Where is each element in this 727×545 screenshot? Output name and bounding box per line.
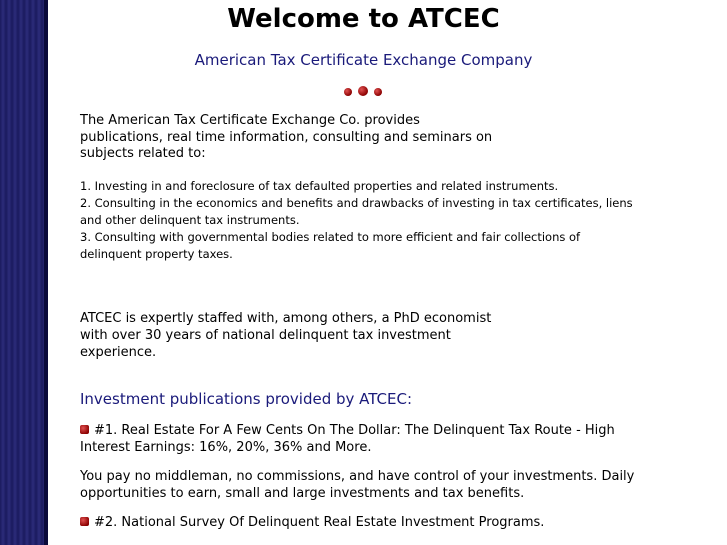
intro-paragraph: The American Tax Certificate Exchange Co. provides publications, real time information, consulting and seminars on subjects related to: [80, 113, 493, 161]
staff-paragraph: ATCEC is expertly staffed with, among others, a PhD economist with over 30 years of national delinquent tax investment experience. [80, 311, 492, 360]
services-list [80, 178, 640, 263]
service-item: 2. Consulting in the economics and benefits and drawbacks of investing in tax certificates, liens and other delinquent tax instruments. [80, 196, 633, 227]
red-square-bullet-icon [80, 517, 89, 526]
red-bullet-icon [374, 88, 382, 96]
service-item: 1. Investing in and foreclosure of tax defaulted properties and related instruments. [80, 179, 559, 193]
sidebar-edge [44, 0, 48, 545]
publications-heading: Investment publications provided by ATCEC: [80, 390, 413, 408]
publication-item-text: #2. National Survey Of Delinquent Real Estate Investment Programs. [94, 515, 545, 530]
publication-item [80, 423, 640, 456]
left-sidebar-border [0, 0, 48, 545]
service-item: 3. Consulting with governmental bodies related to more efficient and fair collections of delinquent property taxes. [80, 230, 581, 261]
publications-note: You pay no middleman, no commissions, and have control of your investments. Daily opportunities to earn, small and large investments and tax benefits. [80, 469, 635, 501]
red-square-bullet-icon [80, 425, 89, 434]
red-bullet-icon [358, 86, 368, 96]
page-subtitle: American Tax Certificate Exchange Company [194, 51, 533, 69]
publication-item [80, 515, 640, 532]
publication-item-text: #1. Real Estate For A Few Cents On The Dollar: The Delinquent Tax Route - High Interest Earnings: 16%, 20%, 36% and More. [80, 423, 615, 455]
red-bullet-icon [344, 88, 352, 96]
page-title: Welcome to ATCEC [227, 4, 500, 34]
